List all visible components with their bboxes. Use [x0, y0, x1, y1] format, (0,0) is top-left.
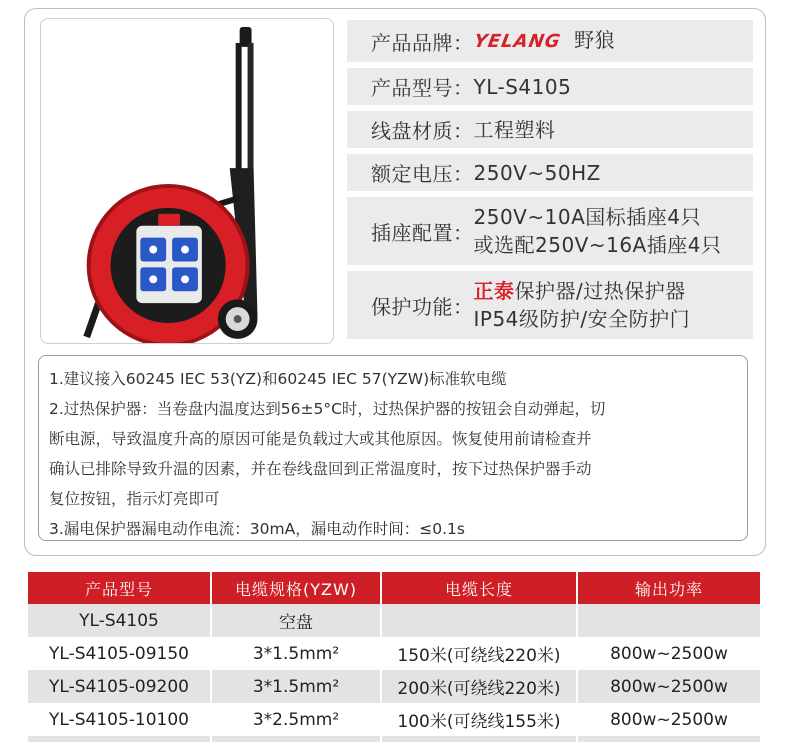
spec-label: 保护功能： [371, 294, 474, 319]
cell-output-power: 800w~2500w [578, 703, 760, 736]
header-cable-spec: 电缆规格(YZW) [212, 572, 382, 604]
spec-table [28, 572, 760, 742]
socket-hole [149, 275, 157, 283]
header-model: 产品型号 [28, 572, 212, 604]
spec-label: 产品型号： [371, 76, 474, 100]
wheel-axle [234, 315, 242, 323]
cell-cable-length [382, 736, 578, 742]
model-table [28, 572, 760, 742]
cell-output-power [578, 604, 760, 637]
note-line: 确认已排除导致升温的因素，并在卷线盘回到正常温度时，按下过热保护器手动 [49, 460, 592, 478]
table-row [28, 736, 760, 742]
table-header-row [28, 572, 760, 604]
cell-output-power: 800w~2500w [578, 670, 760, 703]
protect-text: 保护器/过热保护器 [514, 279, 686, 303]
spec-list [347, 20, 753, 345]
brand-name: 野狼 [574, 28, 616, 52]
cell-model: YL-S4105-09150 [28, 637, 212, 670]
cell-model: YL-S4105-09200 [28, 670, 212, 703]
spec-value: YL-S4105 [473, 74, 572, 99]
cell-cable-spec: 空盘 [212, 604, 382, 637]
note-line: 1.建议接入60245 IEC 53(YZ)和60245 IEC 57(YZW)标准软电缆 [49, 370, 507, 388]
spec-value-line: 或选配250V~16A插座4只 [473, 233, 722, 257]
table-row [28, 703, 760, 736]
spec-value [471, 26, 616, 56]
cell-model: YL-S4105 [28, 604, 212, 637]
breaker-switch [158, 214, 180, 226]
cell-cable-spec: 3*1.5mm² [212, 670, 382, 703]
spec-row-model [347, 68, 753, 105]
spec-label: 额定电压： [371, 162, 474, 186]
spec-label: 插座配置： [371, 220, 474, 245]
cell-model [28, 736, 212, 742]
socket-hole [149, 246, 157, 254]
cell-cable-length [382, 604, 578, 637]
cell-cable-spec [212, 736, 382, 742]
socket-hole [181, 246, 189, 254]
spec-label: 线盘材质： [371, 119, 474, 143]
spec-label: 产品品牌： [371, 30, 474, 55]
socket-hole [181, 275, 189, 283]
spec-value-line: IP54级防护/安全防护门 [473, 307, 691, 331]
spec-row-socket [347, 197, 753, 265]
cable-reel-illustration [41, 19, 333, 343]
cell-cable-length: 200米(可绕线220米) [382, 670, 578, 703]
spec-row-brand [347, 20, 753, 62]
table-row [28, 670, 760, 703]
header-output-power: 输出功率 [578, 572, 760, 604]
product-photo [40, 18, 334, 344]
spec-row-protection [347, 271, 753, 339]
chint-brand: 正泰 [473, 279, 515, 303]
table-row [28, 637, 760, 670]
header-cable-length: 电缆长度 [382, 572, 578, 604]
spec-value: 工程塑料 [473, 117, 556, 142]
spec-value [474, 203, 722, 259]
table-row [28, 604, 760, 637]
spec-value [474, 277, 691, 333]
note-line: 断电源，导致温度升高的原因可能是负载过大或其他原因。恢复使用前请检查并 [49, 430, 592, 448]
usage-notes [38, 355, 748, 541]
cell-output-power: 800w~2500w [578, 637, 760, 670]
cell-cable-length: 100米(可绕线155米) [382, 703, 578, 736]
socket-panel [136, 226, 202, 303]
brand-logo: YELANG [471, 31, 563, 52]
spec-value-line: 250V~10A国标插座4只 [473, 205, 701, 229]
cell-model: YL-S4105-10100 [28, 703, 212, 736]
spec-row-voltage [347, 154, 753, 191]
cell-cable-length: 150米(可绕线220米) [382, 637, 578, 670]
note-line: 3.漏电保护器漏电动作电流：30mA，漏电动作时间：≤0.1s [49, 520, 465, 538]
note-line: 2.过热保护器：当卷盘内温度达到56±5°C时，过热保护器的按钮会自动弹起，切 [49, 400, 606, 418]
cell-cable-spec: 3*1.5mm² [212, 637, 382, 670]
cell-cable-spec: 3*2.5mm² [212, 703, 382, 736]
spec-value-line [474, 277, 691, 305]
note-line: 复位按钮，指示灯亮即可 [49, 490, 220, 508]
cell-output-power [578, 736, 760, 742]
spec-value: 250V~50HZ [473, 160, 601, 185]
spec-row-material [347, 111, 753, 148]
